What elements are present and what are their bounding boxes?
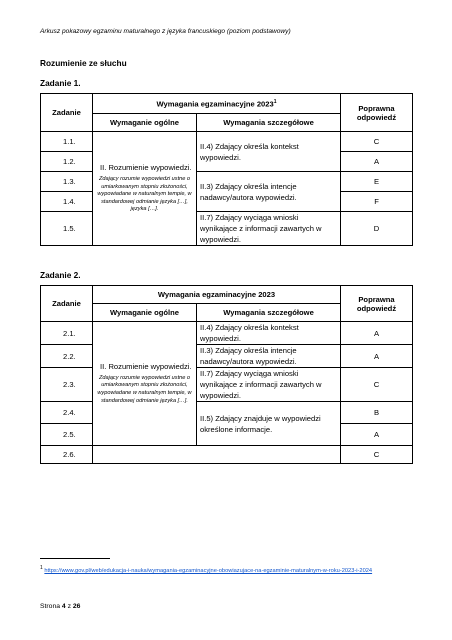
task1-col-specific: Wymagania szczegółowe (197, 114, 341, 132)
task1-spec-context: II.4) Zdający określa kontekst wypowiedzi. (197, 132, 341, 172)
task2-col-task: Zadanie (41, 286, 93, 322)
footnote (40, 565, 420, 575)
task2-row-answer: C (341, 446, 413, 464)
task2-row-num: 2.5. (41, 424, 93, 446)
task2-spec-conclusions: II.7) Zdający wyciąga wnioski wynikające z informacji zawartych w wypowiedzi. (197, 368, 341, 402)
task1-row-answer: C (341, 132, 413, 152)
task2-col-answer: Poprawna odpowiedź (341, 286, 413, 322)
task2-row-answer: A (341, 345, 413, 368)
task1-row-answer: A (341, 152, 413, 172)
task2-row-num: 2.4. (41, 402, 93, 424)
task2-row-answer: B (341, 402, 413, 424)
document-header: Arkusz pokazowy egzaminu maturalnego z języka francuskiego (poziom podstawowy) (40, 28, 291, 35)
task2-table (40, 285, 413, 464)
task2-row-num: 2.2. (41, 345, 93, 368)
task1-col-requirements: Wymagania egzaminacyjne 2023$^1$ (93, 94, 341, 114)
task2-spec-intent: II.3) Zdający określa intencje nadawcy/autora wypowiedzi. (197, 345, 341, 368)
task1-row-num: 1.3. (41, 172, 93, 192)
footnote-separator (40, 558, 110, 559)
task1-row-answer: D (341, 212, 413, 246)
task2-row-answer: A (341, 424, 413, 446)
task2-row-num: 2.3. (41, 368, 93, 402)
task1-spec-intent: II.3) Zdający określa intencje nadawcy/autora wypowiedzi. (197, 172, 341, 212)
task1-row-num: 1.5. (41, 212, 93, 246)
task2-col-general: Wymaganie ogólne (93, 304, 197, 322)
task2-row-num: 2.1. (41, 322, 93, 345)
task2-row-num: 2.6. (41, 446, 93, 464)
footnote-mark: 1 (40, 565, 43, 571)
task1-spec-conclusions: II.7) Zdający wyciąga wnioski wynikające z informacji zawartych w wypowiedzi. (197, 212, 341, 246)
task2-empty-cell (93, 446, 341, 464)
task2-col-requirements: Wymagania egzaminacyjne 2023 (93, 286, 341, 304)
task2-general-requirement: II. Rozumienie wypowiedzi. Zdający rozumie wypowiedzi ustne o umiarkowanym stopniu złożoności, wypowiadane w naturalnym tempie, w standardowej odmianie języka […]. (93, 322, 197, 446)
task1-col-general: Wymaganie ogólne (93, 114, 197, 132)
footnote-link[interactable]: https://www.gov.pl/web/edukacja-i-nauka/wymagania-egzaminacyjne-obowiazujace-na-egzaminie-maturalnym-w-roku-2023-i-2024 (44, 567, 373, 574)
task1-row-num: 1.1. (41, 132, 93, 152)
task1-row-answer: E (341, 172, 413, 192)
task2-row-answer: A (341, 322, 413, 345)
task2-col-specific: Wymagania szczegółowe (197, 304, 341, 322)
task1-col-answer: Poprawna odpowiedź (341, 94, 413, 132)
task1-title: Zadanie 1. (40, 78, 81, 88)
section-title: Rozumienie ze słuchu (40, 58, 127, 68)
task1-row-num: 1.4. (41, 192, 93, 212)
task1-general-requirement: II. Rozumienie wypowiedzi. Zdający rozumie wypowiedzi ustne o umiarkowanym stopniu złożoności, wypowiadane w naturalnym tempie, w standardowej odmianie języka […], języka […]. (93, 132, 197, 246)
task1-table (40, 93, 413, 246)
task2-title: Zadanie 2. (40, 270, 81, 280)
page-number: Strona 4 z 26 (40, 603, 81, 610)
footnote-ref: 1 (273, 98, 277, 105)
task1-col-task: Zadanie (41, 94, 93, 132)
task1-row-num: 1.2. (41, 152, 93, 172)
task2-spec-find-info: II.5) Zdający znajduje w wypowiedzi określone informacje. (197, 402, 341, 446)
task2-row-answer: C (341, 368, 413, 402)
task2-spec-context: II.4) Zdający określa kontekst wypowiedzi. (197, 322, 341, 345)
task1-row-answer: F (341, 192, 413, 212)
